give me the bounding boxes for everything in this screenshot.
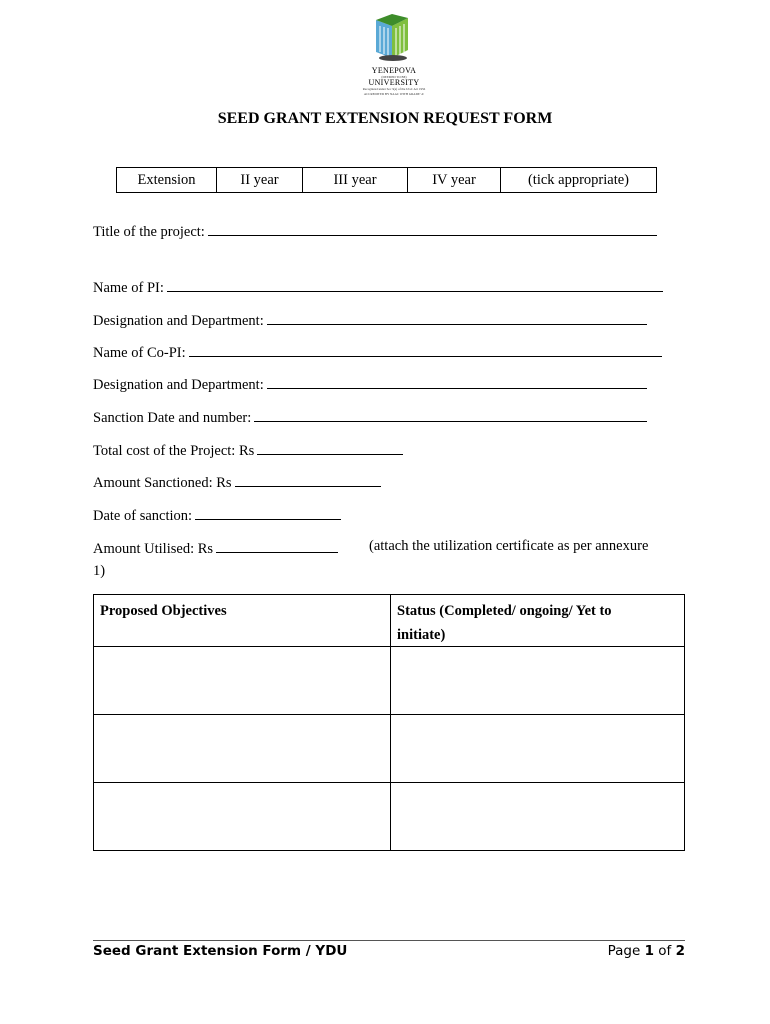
page-total: 2: [675, 943, 685, 959]
amount-sanctioned-row: [93, 472, 381, 492]
sanction-date-field[interactable]: [254, 407, 647, 422]
page-title: SEED GRANT EXTENSION REQUEST FORM: [217, 110, 553, 127]
university-logo: [362, 14, 426, 100]
logo-name: YENEPOVA: [371, 66, 417, 75]
date-of-sanction-row: [93, 505, 341, 525]
pi-designation-row: [93, 310, 647, 330]
page-current: 1: [644, 943, 654, 959]
copi-designation-label: Designation and Department:: [93, 377, 264, 393]
logo-line2: ACCREDITED BY NAAC WITH GRADE 'A': [363, 92, 425, 96]
amount-utilised-field[interactable]: [216, 538, 338, 553]
amount-sanctioned-label: Amount Sanctioned: Rs: [93, 475, 232, 491]
status-cell[interactable]: [391, 715, 684, 782]
copi-name-field[interactable]: [189, 342, 662, 357]
copi-designation-field[interactable]: [267, 374, 647, 389]
table-row: [94, 714, 684, 782]
header-status-line1: Status (Completed/ ongoing/ Yet to: [397, 603, 612, 619]
project-title-row: [93, 221, 657, 241]
project-title-label: Title of the project:: [93, 224, 205, 240]
copi-designation-row: [93, 374, 647, 394]
pi-designation-field[interactable]: [267, 310, 647, 325]
logo-deemed: (DEEMED TO BE): [381, 75, 407, 79]
sanction-date-row: [93, 407, 647, 427]
table-row: [94, 646, 684, 714]
total-cost-field[interactable]: [257, 440, 403, 455]
total-cost-label: Total cost of the Project: Rs: [93, 443, 255, 459]
header-status-line2: initiate): [397, 627, 446, 643]
attach-note: (attach the utilization certificate as per annexure: [369, 538, 649, 554]
total-cost-row: [93, 440, 403, 460]
date-of-sanction-label: Date of sanction:: [93, 508, 193, 524]
objectives-table: [93, 594, 685, 851]
logo-university: UNIVERSITY: [368, 78, 420, 87]
copi-name-label: Name of Co-PI:: [93, 345, 186, 361]
pi-designation-label: Designation and Department:: [93, 313, 264, 329]
of-label: of: [658, 943, 672, 959]
table-header-row: [94, 595, 684, 646]
objective-cell[interactable]: [94, 715, 391, 782]
status-cell[interactable]: [391, 783, 684, 850]
copi-name-row: [93, 342, 662, 362]
pi-name-field[interactable]: [167, 277, 663, 292]
logo-emblem-icon: [362, 14, 426, 64]
objective-cell[interactable]: [94, 647, 391, 714]
amount-utilised-row: [93, 538, 338, 558]
logo-line1: Recognized under Sec 3(a) of the UGC Act 1956: [362, 87, 426, 91]
status-cell[interactable]: [391, 647, 684, 714]
pi-name-label: Name of PI:: [93, 280, 164, 296]
header-status: [391, 595, 684, 646]
extension-table: [116, 167, 657, 193]
amount-utilised-label: Amount Utilised: Rs: [93, 541, 214, 557]
amount-sanctioned-field[interactable]: [235, 472, 381, 487]
extension-option-ii-year[interactable]: II year: [217, 168, 303, 192]
extension-instruction: (tick appropriate): [527, 171, 630, 188]
footer-divider: [93, 940, 685, 941]
extension-option-iv-year[interactable]: IV year: [408, 168, 501, 192]
objective-cell[interactable]: [94, 783, 391, 850]
date-of-sanction-field[interactable]: [195, 505, 341, 520]
pi-name-row: [93, 277, 663, 297]
page-label: Page: [607, 943, 641, 959]
table-row: [94, 782, 684, 850]
extension-option-iii-year[interactable]: III year: [303, 168, 408, 192]
project-title-field[interactable]: [208, 221, 657, 236]
footer-page-number: [608, 943, 685, 959]
attach-note-cont: 1): [93, 563, 106, 579]
footer-form-name: Seed Grant Extension Form / YDU: [93, 943, 348, 959]
sanction-date-label: Sanction Date and number:: [93, 410, 252, 426]
extension-label: Extension: [117, 168, 217, 192]
header-proposed-objectives: Proposed Objectives: [94, 595, 391, 646]
